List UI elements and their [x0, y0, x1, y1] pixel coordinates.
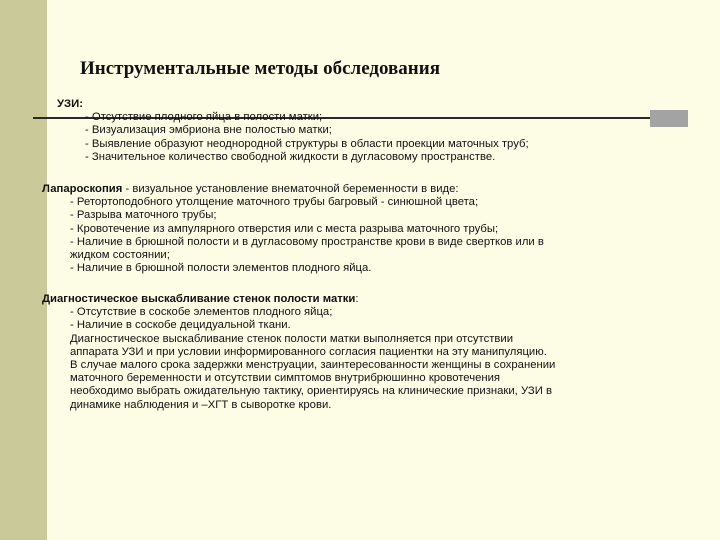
paragraph-line: необходимо выбрать ожидательную тактику, ориентируясь на клинические признаки, УЗИ в [70, 385, 552, 398]
list-item: - Наличие в соскобе децидуальной ткани. [70, 319, 291, 332]
paragraph-line: аппарата УЗИ и при условии информированного согласия пациентки на эту манипуляцию. [70, 345, 547, 358]
laparoscopy-lead [42, 183, 544, 196]
uzi-heading: УЗИ: [57, 98, 83, 110]
list-item: - Наличие в брюшной полости и в дугласовому пространстве крови в виде свертков или в [70, 235, 544, 248]
list-item: - Разрыва маточного трубы; [70, 209, 217, 222]
list-item: - Отсутствие плодного яйца в полости матки; [85, 111, 323, 124]
list-item: - Отсутствие в соскобе элементов плодного яйца; [70, 306, 333, 319]
paragraph-line: В случае малого срока задержки менструации, заинтересованности женщины в сохранении [70, 359, 556, 372]
curettage-section [42, 293, 555, 412]
laparoscopy-heading: Лапароскопия [42, 183, 123, 195]
curettage-lead [42, 293, 555, 306]
side-decor-bar [0, 0, 47, 540]
paragraph-line: динамике наблюдения и –ХГТ в сыворотке крови. [70, 398, 332, 411]
list-item: - Кровотечение из ампулярного отверстия или с места разрыва маточного трубы; [70, 222, 499, 235]
list-item: - Ретортоподобного утолщение маточного трубы багровый - синюшной цвета; [70, 196, 479, 209]
paragraph-line: Диагностическое выскабливание стенок полости матки выполняется при отсутствии [70, 332, 514, 345]
list-item: - Наличие в брюшной полости элементов плодного яйца. [70, 262, 372, 275]
curettage-heading-suffix: : [355, 293, 359, 305]
laparoscopy-intro: - визуальное установление внематочной беременности в виде: [122, 183, 459, 195]
list-item: жидком состоянии; [70, 249, 170, 262]
paragraph-line: маточного беременности и отсутствии симптомов внутрибрюшинно кровотечения [70, 372, 501, 385]
curettage-heading: Диагностическое выскабливание стенок полости матки [42, 293, 356, 305]
page-title: Инструментальные методы обследования [80, 58, 440, 79]
laparoscopy-section [42, 183, 544, 275]
list-item: - Значительное количество свободной жидкости в дугласовому пространстве. [85, 150, 496, 163]
accent-square [650, 110, 688, 127]
list-item: - Выявление образуют неоднородной структуры в области проекции маточных труб; [85, 137, 529, 150]
uzi-section [57, 98, 529, 164]
list-item: - Визуализация эмбриона вне полостью матки; [85, 124, 332, 137]
